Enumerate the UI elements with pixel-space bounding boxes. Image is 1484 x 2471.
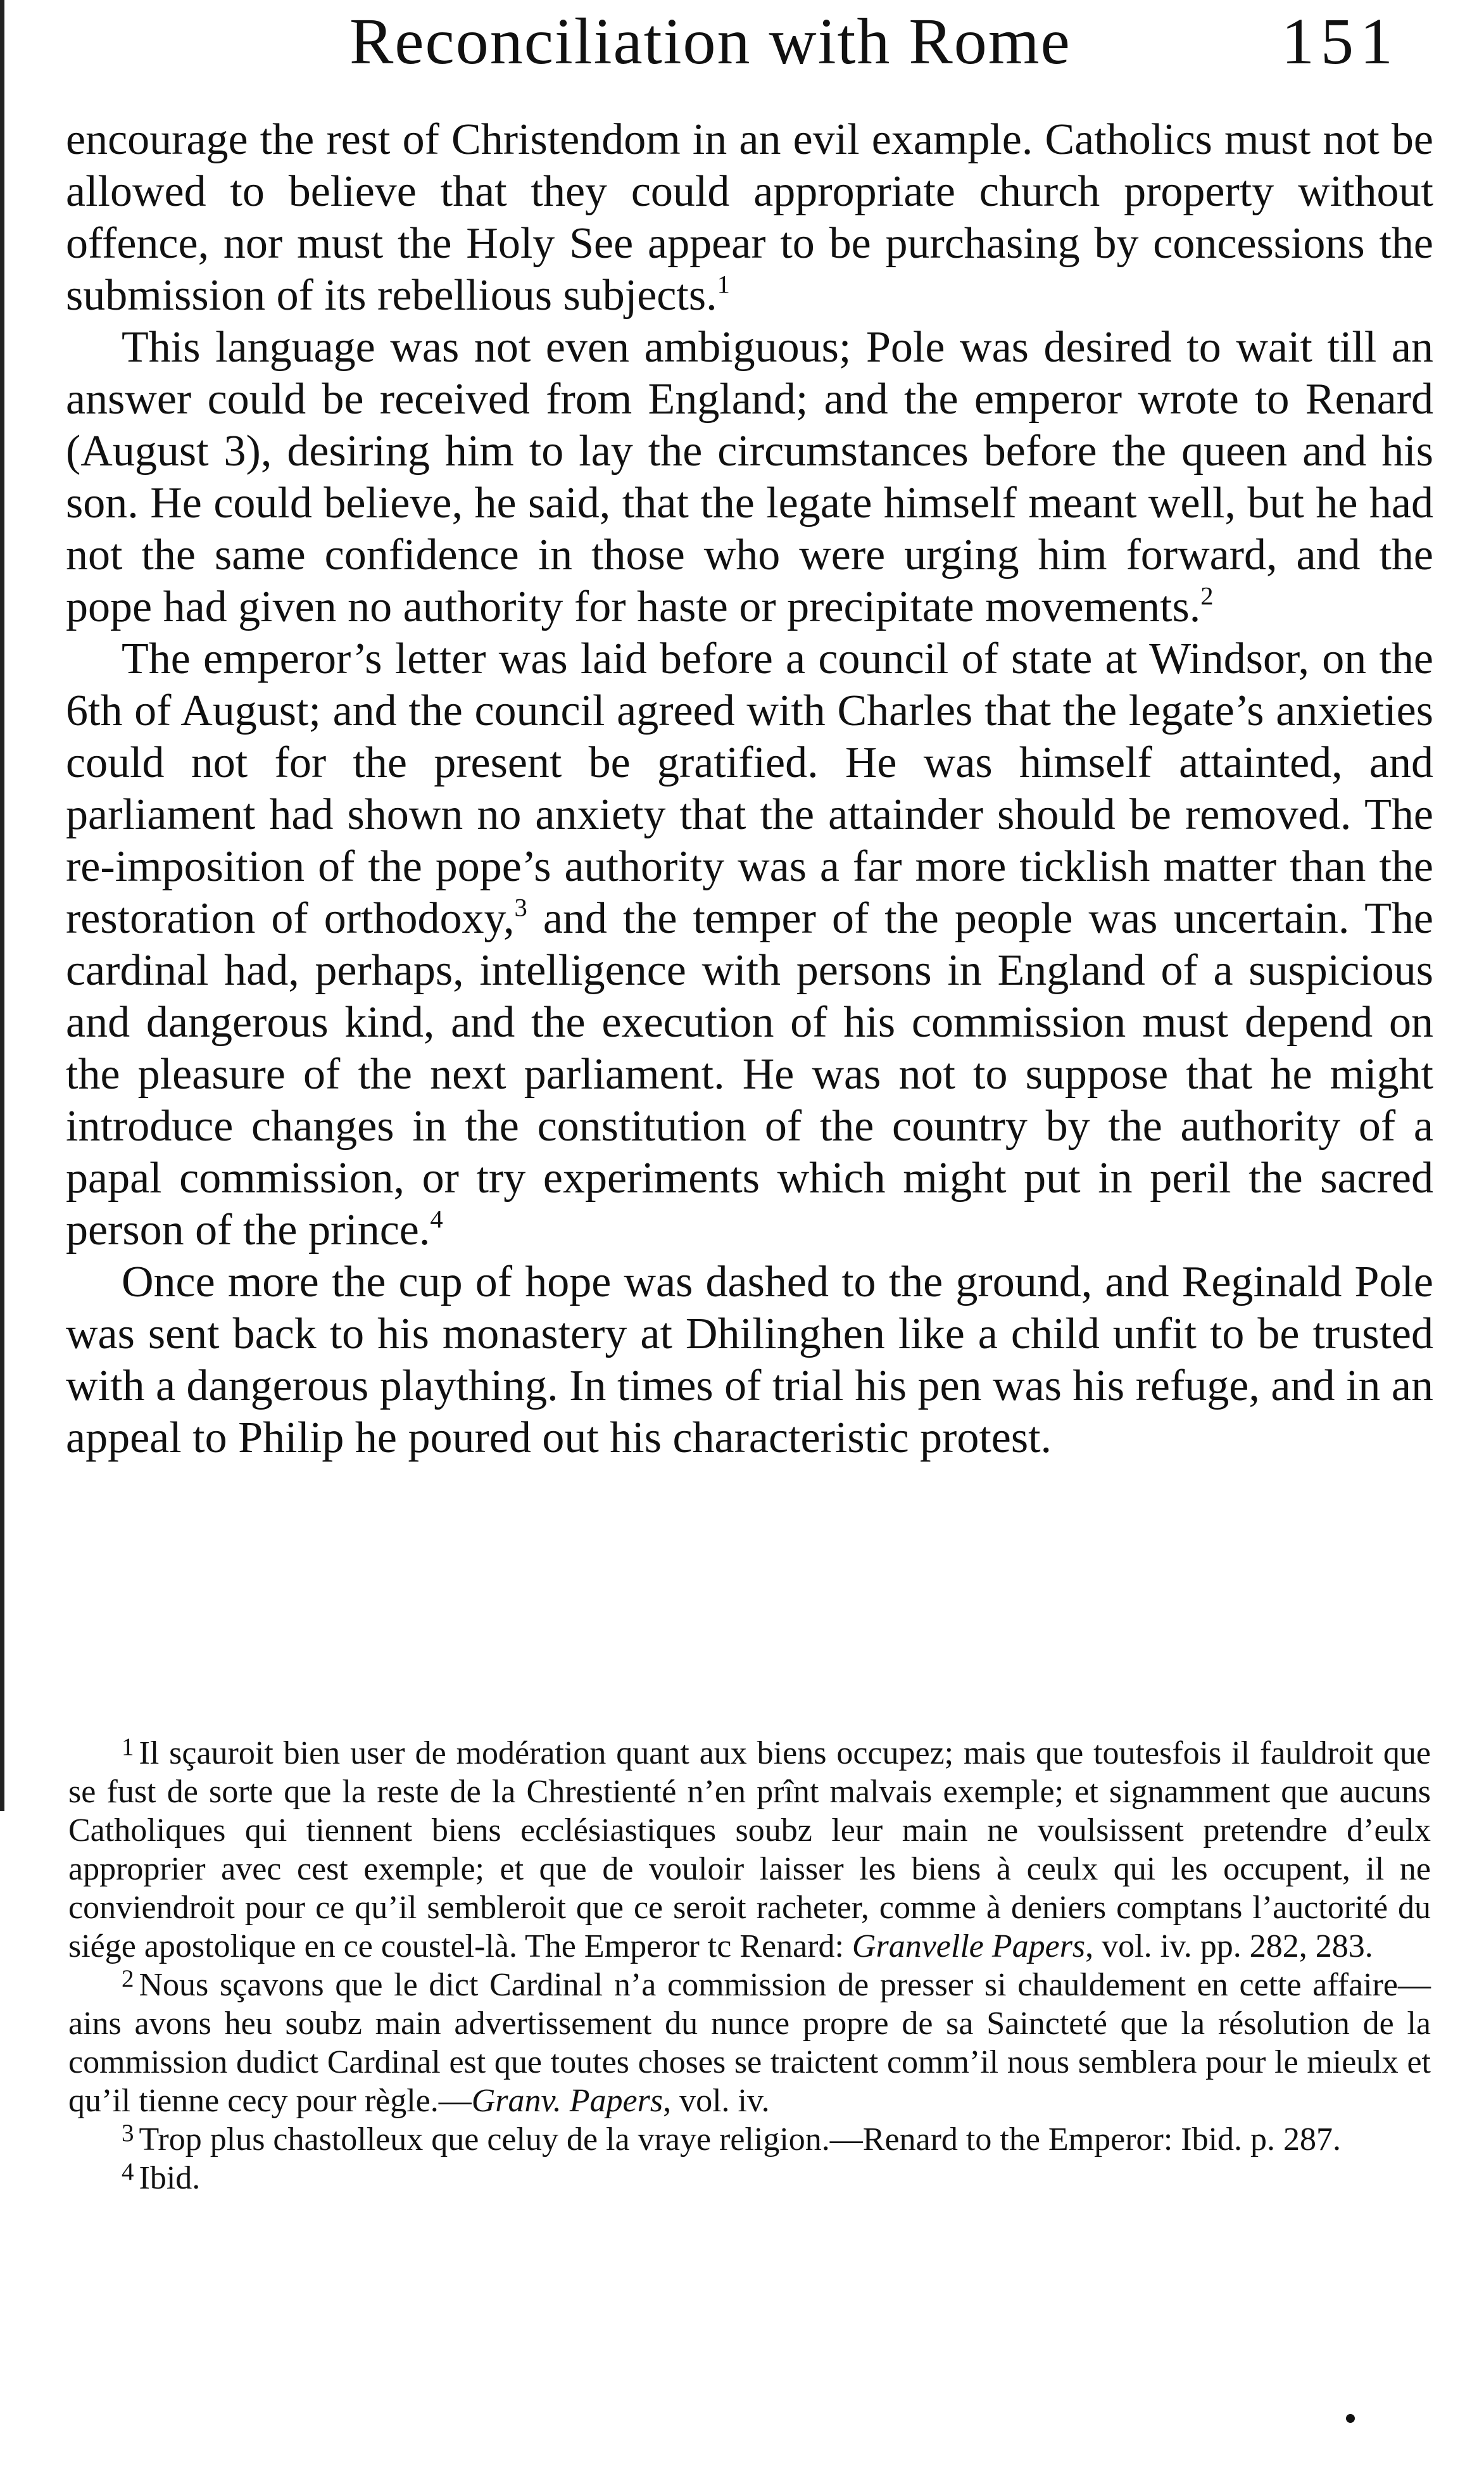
page-number: 151 bbox=[1281, 5, 1399, 78]
footnote-mark: 2 bbox=[122, 1965, 134, 1993]
footnote bbox=[68, 1966, 1431, 2120]
footnote bbox=[68, 1734, 1431, 1966]
footnotes bbox=[68, 1734, 1431, 2197]
page-header bbox=[0, 4, 1484, 78]
paragraph bbox=[66, 114, 1433, 322]
paragraph-text: The emperor’s letter was laid before a council of state at Windsor, on the 6th of August; and the council agreed with Charles that the legate’s anxieties could not for the present be gratified. He was himself attainted, and parliament had shown no anxiety that the attainder should be removed. The re-imposition of the pope’s authority was a far more ticklish matter than the restoration of orthodoxy, bbox=[66, 635, 1433, 943]
footnote-mark: 1 bbox=[122, 1733, 134, 1761]
footnote-text: Ibid. bbox=[139, 2160, 201, 2196]
running-title: Reconciliation with Rome bbox=[349, 5, 1071, 78]
main-text bbox=[66, 114, 1433, 1464]
footnote-ref: 2 bbox=[1200, 581, 1214, 610]
footnote-mark: 4 bbox=[122, 2158, 134, 2186]
paragraph bbox=[66, 322, 1433, 633]
print-speck bbox=[1346, 2414, 1355, 2423]
footnote-mark: 3 bbox=[122, 2120, 134, 2147]
footnote-source: Granvelle Papers bbox=[852, 1928, 1086, 1964]
paragraph-text: and the temper of the people was uncertain. The cardinal had, perhaps, intelligence with persons in England of a suspicious and dangerous kind, and the execution of his commission must depend on the pleasure of the next parliament. He was not to suppose that he might introduce changes in the constitution of the country by the authority of a papal commission, or try experiments which might put in peril the sacred person of the prince. bbox=[66, 894, 1433, 1254]
paragraph-text: This language was not even ambiguous; Pole was desired to wait till an answer could be received from England; and the emperor wrote to Renard (August 3), desiring him to lay the circumstances before the queen and his son. He could believe, he said, that the legate himself meant well, but he had not the same confidence in those who were urging him forward, and the pope had given no authority for haste or precipitate movements. bbox=[66, 323, 1433, 631]
footnote-source: Granv. Papers bbox=[471, 2083, 663, 2119]
footnote-ref: 3 bbox=[514, 893, 527, 922]
footnote-tail: , vol. iv. pp. 282, 283. bbox=[1085, 1928, 1373, 1964]
footnote-ref: 1 bbox=[717, 270, 730, 299]
footnote-text: Nous sçavons que le dict Cardinal n’a commission de presser si chauldement en cette affaire—ains avons heu soubz main advertissement du nunce propre de sa Saincteté que la résolution de la commission dudict Cardinal est que toutes choses se traictent comm’il nous semblera pour le mieulx et qu’il tienne cecy pour règle.— bbox=[68, 1967, 1431, 2119]
footnote-ref: 4 bbox=[430, 1204, 443, 1234]
footnote bbox=[68, 2159, 1431, 2197]
footnote-text: Trop plus chastolleux que celuy de la vraye religion.—Renard to the Emperor: Ibid. p. 287. bbox=[139, 2121, 1342, 2158]
paragraph-text: Once more the cup of hope was dashed to the ground, and Reginald Pole was sent back to his monastery at Dhilinghen like a child unfit to be trusted with a dangerous plaything. In times of trial his pen was his refuge, and in an appeal to Philip he poured out his characteristic protest. bbox=[66, 1258, 1433, 1462]
paragraph bbox=[66, 633, 1433, 1256]
page-edge-rule bbox=[0, 0, 4, 1811]
paragraph bbox=[66, 1256, 1433, 1464]
paragraph-text: encourage the rest of Christendom in an evil example. Catholics must not be allowed to believe that they could appropriate church property without offence, nor must the Holy See appear to be purchasing by concessions the submission of its rebellious subjects. bbox=[66, 115, 1433, 320]
footnote-text: Il sçauroit bien user de modération quant aux biens occupez; mais que toutesfois il fauldroit que se fust de sorte que la reste de la Chrestienté n’en prînt malvais exemple; et signamment que aucuns Catholiques qui tiennent biens ecclésiastiques soubz leur main ne voulsissent pretendre d’eulx approprier avec cest exemple; et que de vouloir laisser les biens à ceulx qui les occupent, il ne conviendroit pour ce qu’il sembleroit que ce seroit racheter, comme à deniers comptans l’auctorité du siége apostolique en ce coustel-là. The Emperor tc Renard: bbox=[68, 1735, 1431, 1964]
footnote bbox=[68, 2120, 1431, 2159]
footnote-tail: , vol. iv. bbox=[663, 2083, 770, 2119]
